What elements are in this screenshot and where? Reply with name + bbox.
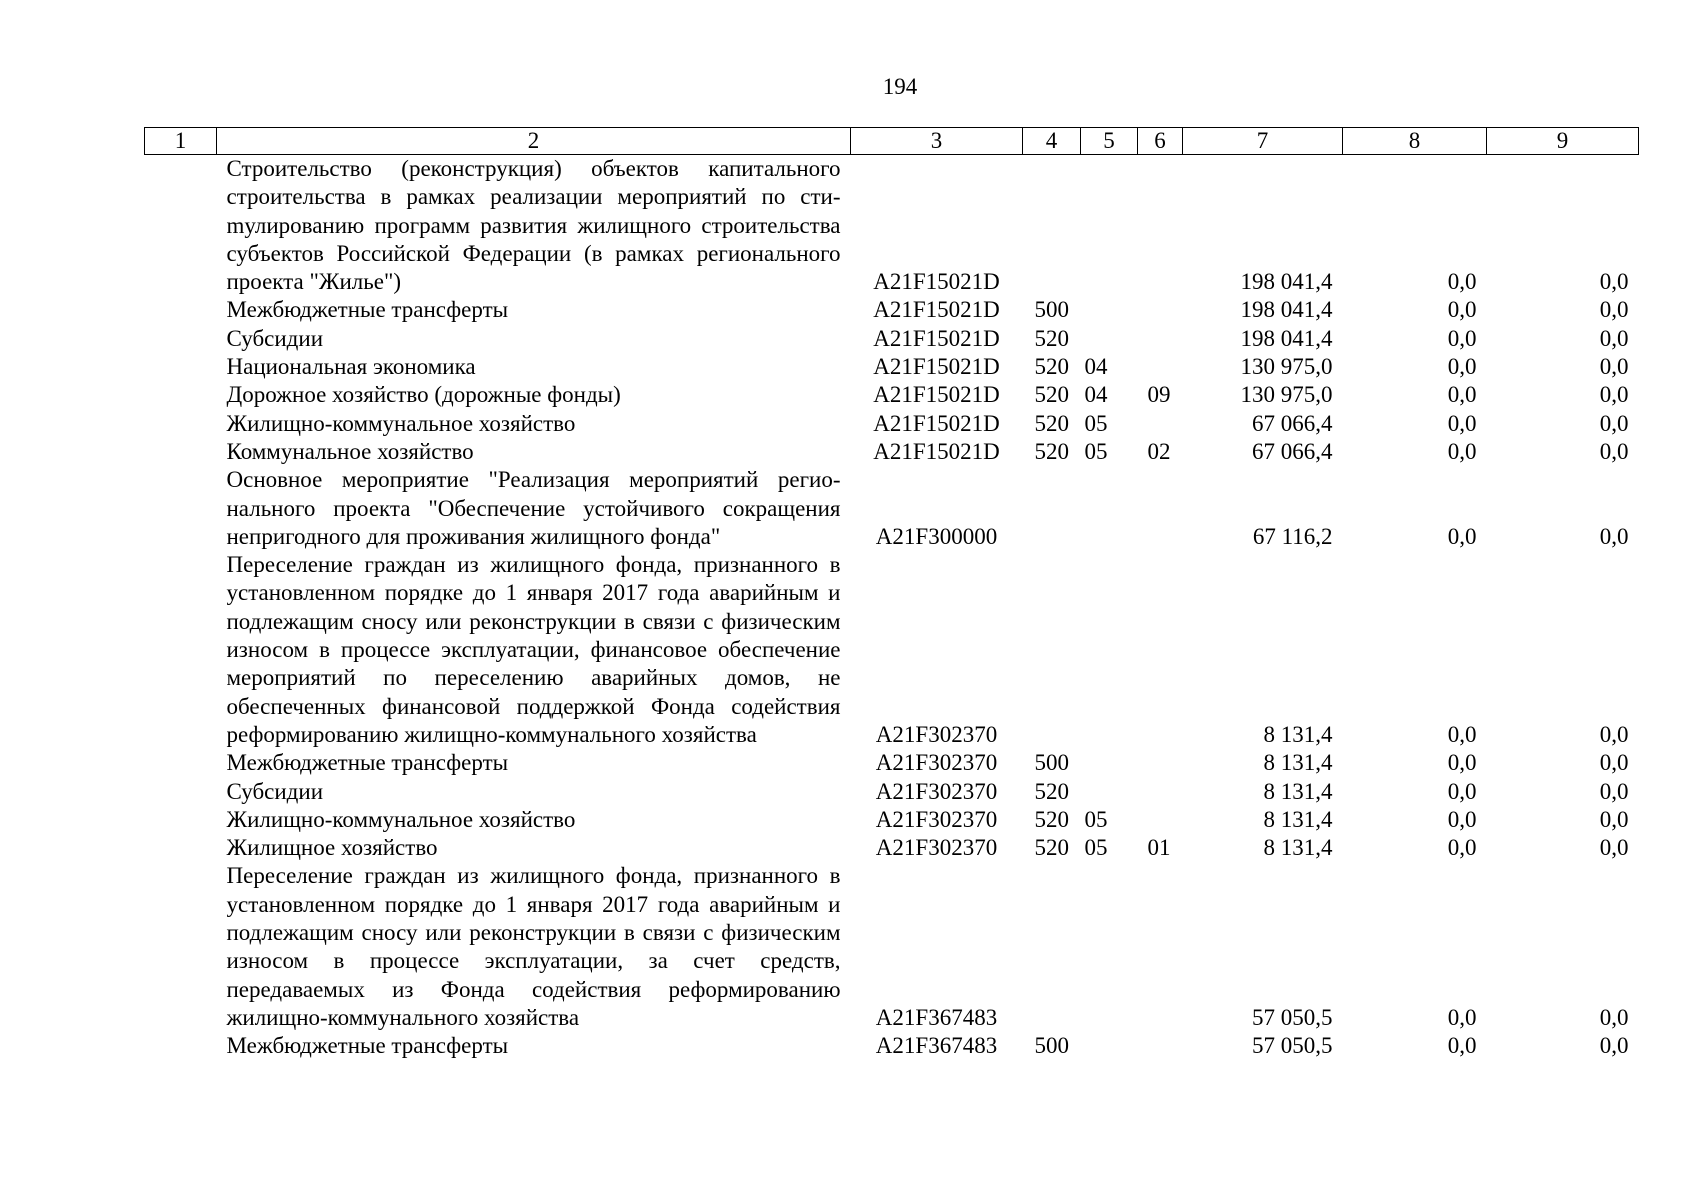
table-row bbox=[145, 438, 1639, 466]
expense-type-code: 520 bbox=[1034, 778, 1069, 804]
amount-col-9: 0,0 bbox=[1599, 835, 1629, 861]
amount-col-9: 0,0 bbox=[1599, 1033, 1629, 1059]
subsection-code bbox=[1138, 410, 1183, 438]
section-code bbox=[1081, 862, 1138, 1032]
table-row bbox=[145, 834, 1639, 862]
subsection-code bbox=[1138, 749, 1183, 777]
item-name: Субсидии bbox=[226, 325, 324, 351]
column-header: 6 bbox=[1138, 128, 1183, 155]
amount-col-8: 0,0 bbox=[1447, 438, 1477, 464]
expense-type-code bbox=[1023, 862, 1081, 1032]
amount-col-9: 0,0 bbox=[1599, 1004, 1629, 1030]
table-row bbox=[145, 353, 1639, 381]
target-code: A21F302370 bbox=[875, 721, 998, 747]
row-number-cell bbox=[145, 381, 217, 409]
item-name: Субсидии bbox=[226, 778, 324, 804]
section-code: 05 bbox=[1084, 806, 1108, 832]
amount-col-7: 8 131,4 bbox=[1263, 778, 1333, 804]
section-code: 05 bbox=[1084, 438, 1108, 464]
row-number-cell bbox=[145, 806, 217, 834]
column-header: 3 bbox=[851, 128, 1023, 155]
section-code bbox=[1081, 325, 1138, 353]
expense-type-code bbox=[1023, 155, 1081, 297]
section-code bbox=[1081, 778, 1138, 806]
target-code: A21F302370 bbox=[875, 806, 998, 832]
column-header: 4 bbox=[1023, 128, 1081, 155]
subsection-code: 09 bbox=[1147, 382, 1171, 408]
table-row bbox=[145, 551, 1639, 749]
subsection-code bbox=[1138, 1032, 1183, 1060]
column-header: 2 bbox=[217, 128, 851, 155]
target-code: A21F15021D bbox=[873, 438, 1000, 464]
amount-col-8: 0,0 bbox=[1447, 1004, 1477, 1030]
item-name: Межбюджетные трансферты bbox=[226, 1033, 509, 1059]
amount-col-9: 0,0 bbox=[1599, 750, 1629, 776]
subsection-code bbox=[1138, 806, 1183, 834]
target-code: A21F302370 bbox=[875, 778, 998, 804]
amount-col-8: 0,0 bbox=[1447, 721, 1477, 747]
table-row bbox=[145, 466, 1639, 551]
section-code bbox=[1081, 466, 1138, 551]
table-row bbox=[145, 296, 1639, 324]
section-code bbox=[1081, 296, 1138, 324]
expense-type-code: 520 bbox=[1034, 325, 1069, 351]
column-header: 9 bbox=[1487, 128, 1639, 155]
amount-col-9: 0,0 bbox=[1599, 382, 1629, 408]
amount-col-8: 0,0 bbox=[1447, 410, 1477, 436]
subsection-code bbox=[1138, 325, 1183, 353]
amount-col-7: 8 131,4 bbox=[1263, 750, 1333, 776]
amount-col-9: 0,0 bbox=[1599, 438, 1629, 464]
expense-type-code: 500 bbox=[1034, 750, 1069, 776]
table-body bbox=[145, 155, 1639, 1061]
amount-col-7: 57 050,5 bbox=[1252, 1033, 1333, 1059]
amount-col-8: 0,0 bbox=[1447, 778, 1477, 804]
subsection-code bbox=[1138, 862, 1183, 1032]
section-code bbox=[1081, 749, 1138, 777]
target-code: A21F15021D bbox=[873, 410, 1000, 436]
expense-type-code: 520 bbox=[1034, 835, 1069, 861]
amount-col-7: 130 975,0 bbox=[1240, 382, 1333, 408]
row-number-cell bbox=[145, 353, 217, 381]
amount-col-7: 8 131,4 bbox=[1263, 806, 1333, 832]
table-row bbox=[145, 155, 1639, 297]
table-row bbox=[145, 381, 1639, 409]
target-code: A21F15021D bbox=[873, 325, 1000, 351]
target-code: A21F302370 bbox=[875, 835, 998, 861]
section-code: 05 bbox=[1084, 410, 1108, 436]
subsection-code bbox=[1138, 778, 1183, 806]
column-header: 7 bbox=[1183, 128, 1343, 155]
row-number-cell bbox=[145, 325, 217, 353]
row-number-cell bbox=[145, 778, 217, 806]
target-code: A21F15021D bbox=[873, 297, 1000, 323]
amount-col-8: 0,0 bbox=[1447, 354, 1477, 380]
amount-col-8: 0,0 bbox=[1447, 269, 1477, 295]
subsection-code bbox=[1138, 466, 1183, 551]
amount-col-7: 67 116,2 bbox=[1252, 523, 1333, 549]
amount-col-9: 0,0 bbox=[1599, 806, 1629, 832]
section-code bbox=[1081, 1032, 1138, 1060]
amount-col-9: 0,0 bbox=[1599, 325, 1629, 351]
item-name: Строительство (реконструкция) объектов капитального строительства в рамках реализации мероприятий по стиmулированию программ развития жилищного строительства субъектов Российской Федерации (в рамках регионального проекта "Жилье") bbox=[226, 156, 841, 295]
amount-col-9: 0,0 bbox=[1599, 410, 1629, 436]
table-row bbox=[145, 410, 1639, 438]
section-code bbox=[1081, 155, 1138, 297]
amount-col-8: 0,0 bbox=[1447, 1033, 1477, 1059]
amount-col-7: 130 975,0 bbox=[1240, 354, 1333, 380]
subsection-code bbox=[1138, 353, 1183, 381]
row-number-cell bbox=[145, 1032, 217, 1060]
column-header: 8 bbox=[1343, 128, 1487, 155]
subsection-code bbox=[1138, 551, 1183, 749]
target-code: A21F367483 bbox=[875, 1033, 998, 1059]
amount-col-8: 0,0 bbox=[1447, 750, 1477, 776]
item-name: Жилищное хозяйство bbox=[226, 835, 438, 861]
item-name: Коммунальное хозяйство bbox=[226, 438, 474, 464]
amount-col-8: 0,0 bbox=[1447, 297, 1477, 323]
table-row bbox=[145, 778, 1639, 806]
expense-type-code: 520 bbox=[1034, 354, 1069, 380]
amount-col-7: 67 066,4 bbox=[1252, 410, 1333, 436]
expense-type-code: 500 bbox=[1034, 297, 1069, 323]
expense-type-code bbox=[1023, 551, 1081, 749]
amount-col-8: 0,0 bbox=[1447, 523, 1477, 549]
page-number: 194 bbox=[882, 74, 918, 99]
row-number-cell bbox=[145, 438, 217, 466]
table-row bbox=[145, 325, 1639, 353]
item-name: Переселение граждан из жилищного фонда, признанного в установленном порядке до 1 января 2017 года аварийным и подлежащим сносу или реконструкции в связи с физическим износом в процессе эксплуатации, за счет средств, передаваемых из Фонда содействия реформированию жилищно-коммунального хозяйства bbox=[226, 863, 841, 1030]
expense-type-code: 520 bbox=[1034, 382, 1069, 408]
row-number-cell bbox=[145, 862, 217, 1032]
table-row bbox=[145, 862, 1639, 1032]
budget-table bbox=[144, 127, 1639, 1061]
target-code: A21F302370 bbox=[875, 750, 998, 776]
amount-col-7: 198 041,4 bbox=[1240, 325, 1333, 351]
target-code: A21F15021D bbox=[873, 269, 1000, 295]
item-name: Межбюджетные трансферты bbox=[226, 297, 509, 323]
amount-col-7: 8 131,4 bbox=[1263, 721, 1333, 747]
amount-col-8: 0,0 bbox=[1447, 325, 1477, 351]
row-number-cell bbox=[145, 749, 217, 777]
amount-col-9: 0,0 bbox=[1599, 721, 1629, 747]
row-number-cell bbox=[145, 410, 217, 438]
amount-col-8: 0,0 bbox=[1447, 382, 1477, 408]
target-code: A21F300000 bbox=[875, 523, 998, 549]
amount-col-7: 198 041,4 bbox=[1240, 297, 1333, 323]
item-name: Жилищно-коммунальное хозяйство bbox=[226, 410, 576, 436]
subsection-code bbox=[1138, 296, 1183, 324]
target-code: A21F367483 bbox=[875, 1004, 998, 1030]
amount-col-9: 0,0 bbox=[1599, 269, 1629, 295]
row-number-cell bbox=[145, 155, 217, 297]
section-code: 04 bbox=[1084, 382, 1108, 408]
amount-col-7: 8 131,4 bbox=[1263, 835, 1333, 861]
amount-col-9: 0,0 bbox=[1599, 297, 1629, 323]
amount-col-8: 0,0 bbox=[1447, 835, 1477, 861]
table-header bbox=[145, 128, 1639, 155]
table-row bbox=[145, 806, 1639, 834]
amount-col-9: 0,0 bbox=[1599, 778, 1629, 804]
item-name: Национальная экономика bbox=[226, 354, 476, 380]
amount-col-7: 198 041,4 bbox=[1240, 269, 1333, 295]
row-number-cell bbox=[145, 834, 217, 862]
item-name: Межбюджетные трансферты bbox=[226, 750, 509, 776]
section-code: 04 bbox=[1084, 354, 1108, 380]
expense-type-code: 520 bbox=[1034, 438, 1069, 464]
section-code: 05 bbox=[1084, 835, 1108, 861]
header-row bbox=[145, 128, 1639, 155]
row-number-cell bbox=[145, 296, 217, 324]
row-number-cell bbox=[145, 466, 217, 551]
table-row bbox=[145, 1032, 1639, 1060]
expense-type-code: 520 bbox=[1034, 806, 1069, 832]
expense-type-code: 500 bbox=[1034, 1033, 1069, 1059]
amount-col-7: 57 050,5 bbox=[1252, 1004, 1333, 1030]
column-header: 1 bbox=[145, 128, 217, 155]
column-header: 5 bbox=[1081, 128, 1138, 155]
item-name: Переселение граждан из жилищного фонда, признанного в установленном порядке до 1 января 2017 года аварийным и подлежащим сносу или реконструкции в связи с физическим износом в процессе эксплуатации, финансовое обеспечение мероприятий по переселению аварийных домов, не обеспеченных финансовой поддержкой Фонда содействия реформированию жилищно-коммунального хозяйства bbox=[226, 552, 841, 747]
expense-type-code: 520 bbox=[1034, 410, 1069, 436]
subsection-code: 02 bbox=[1147, 438, 1171, 464]
amount-col-7: 67 066,4 bbox=[1252, 438, 1333, 464]
subsection-code bbox=[1138, 155, 1183, 297]
amount-col-8: 0,0 bbox=[1447, 806, 1477, 832]
row-number-cell bbox=[145, 551, 217, 749]
section-code bbox=[1081, 551, 1138, 749]
item-name: Жилищно-коммунальное хозяйство bbox=[226, 806, 576, 832]
item-name: Основное мероприятие "Реализация мероприятий регионального проекта "Обеспечение устойчивого сокращения непригодного для проживания жилищного фонда" bbox=[226, 467, 841, 549]
target-code: A21F15021D bbox=[873, 354, 1000, 380]
amount-col-9: 0,0 bbox=[1599, 354, 1629, 380]
expense-type-code bbox=[1023, 466, 1081, 551]
amount-col-9: 0,0 bbox=[1599, 523, 1629, 549]
target-code: A21F15021D bbox=[873, 382, 1000, 408]
item-name: Дорожное хозяйство (дорожные фонды) bbox=[226, 382, 621, 408]
table-row bbox=[145, 749, 1639, 777]
subsection-code: 01 bbox=[1147, 835, 1171, 861]
